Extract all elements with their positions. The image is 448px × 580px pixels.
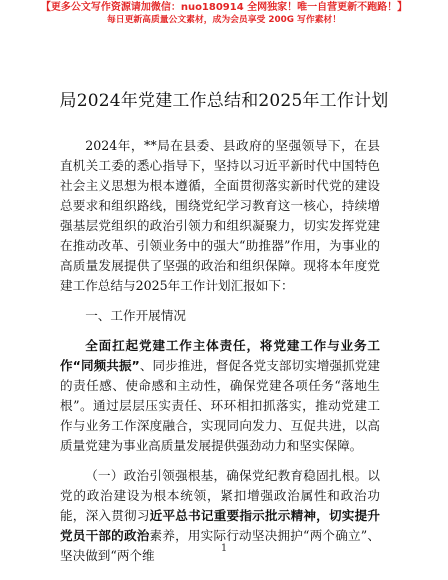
intro-paragraph: 2024年，**局在县委、县政府的坚强领导下，在县直机关工委的悉心指导下，坚持以习近平新时代中国特色社会主义思想为根本遵循，全面贯彻落实新时代党的建设总要求和组织路线，围绕党纪学习教育这一核心，持续增强基层党组织的政治引领力和组织凝聚力，切实发挥党建在推动改革、引领业务中的强大“助推器”作用，为事业的高质量发展提供了坚强的政治和组织保障。现将本年度党建工作总结与2025年工作计划汇报如下： [60, 138, 380, 293]
responsibility-paragraph-rest: 、同步推进，督促各党支部切实增强抓党建的责任感、使命感和主动性，确保党建各项任务“落地生根”。通过层层压实责任、环环相扣抓落实，推动党建工作与业务工作深度融合，实现同向发力、互促共进，以高质量党建为事业高质量发展提供强劲动力和坚实保障。 [60, 358, 380, 453]
section-1-heading: 一、工作开展情况 [85, 308, 186, 323]
document-body [60, 136, 380, 566]
political-guidance-paragraph-part-a: （一）政治引领强根基，确保党纪教育稳固扎根。以党的政治建设为根本统领，紧扣增强政治属性和政治功能，深入贯彻习 [60, 468, 380, 523]
promo-banner-line-2: 每日更新高质量公文素材，成为会员享受 200G 写作素材！ [106, 15, 342, 25]
document-title: 局2024年党建工作总结和2025年工作计划 [59, 91, 389, 111]
responsibility-paragraph-bold-lead: 全面扛起党建工作主体责任，将党建工作与业务工作“同频共振” [60, 338, 380, 373]
promo-banner [0, 2, 448, 26]
responsibility-paragraph [60, 336, 380, 456]
promo-banner-line-1: 【更多公文写作资源请加微信：nuo180914 全网独家！唯一自营更新不跑路！】 [40, 2, 408, 13]
political-guidance-paragraph-part-b: 近平总书记重要指示批示精神，切实提升党员干部的政治 [60, 508, 381, 543]
page-number: 1 [220, 543, 228, 554]
political-guidance-paragraph-part-c: 素养，用实际行动坚决拥护“两个确立”、坚决做到“两个维 [60, 528, 381, 563]
